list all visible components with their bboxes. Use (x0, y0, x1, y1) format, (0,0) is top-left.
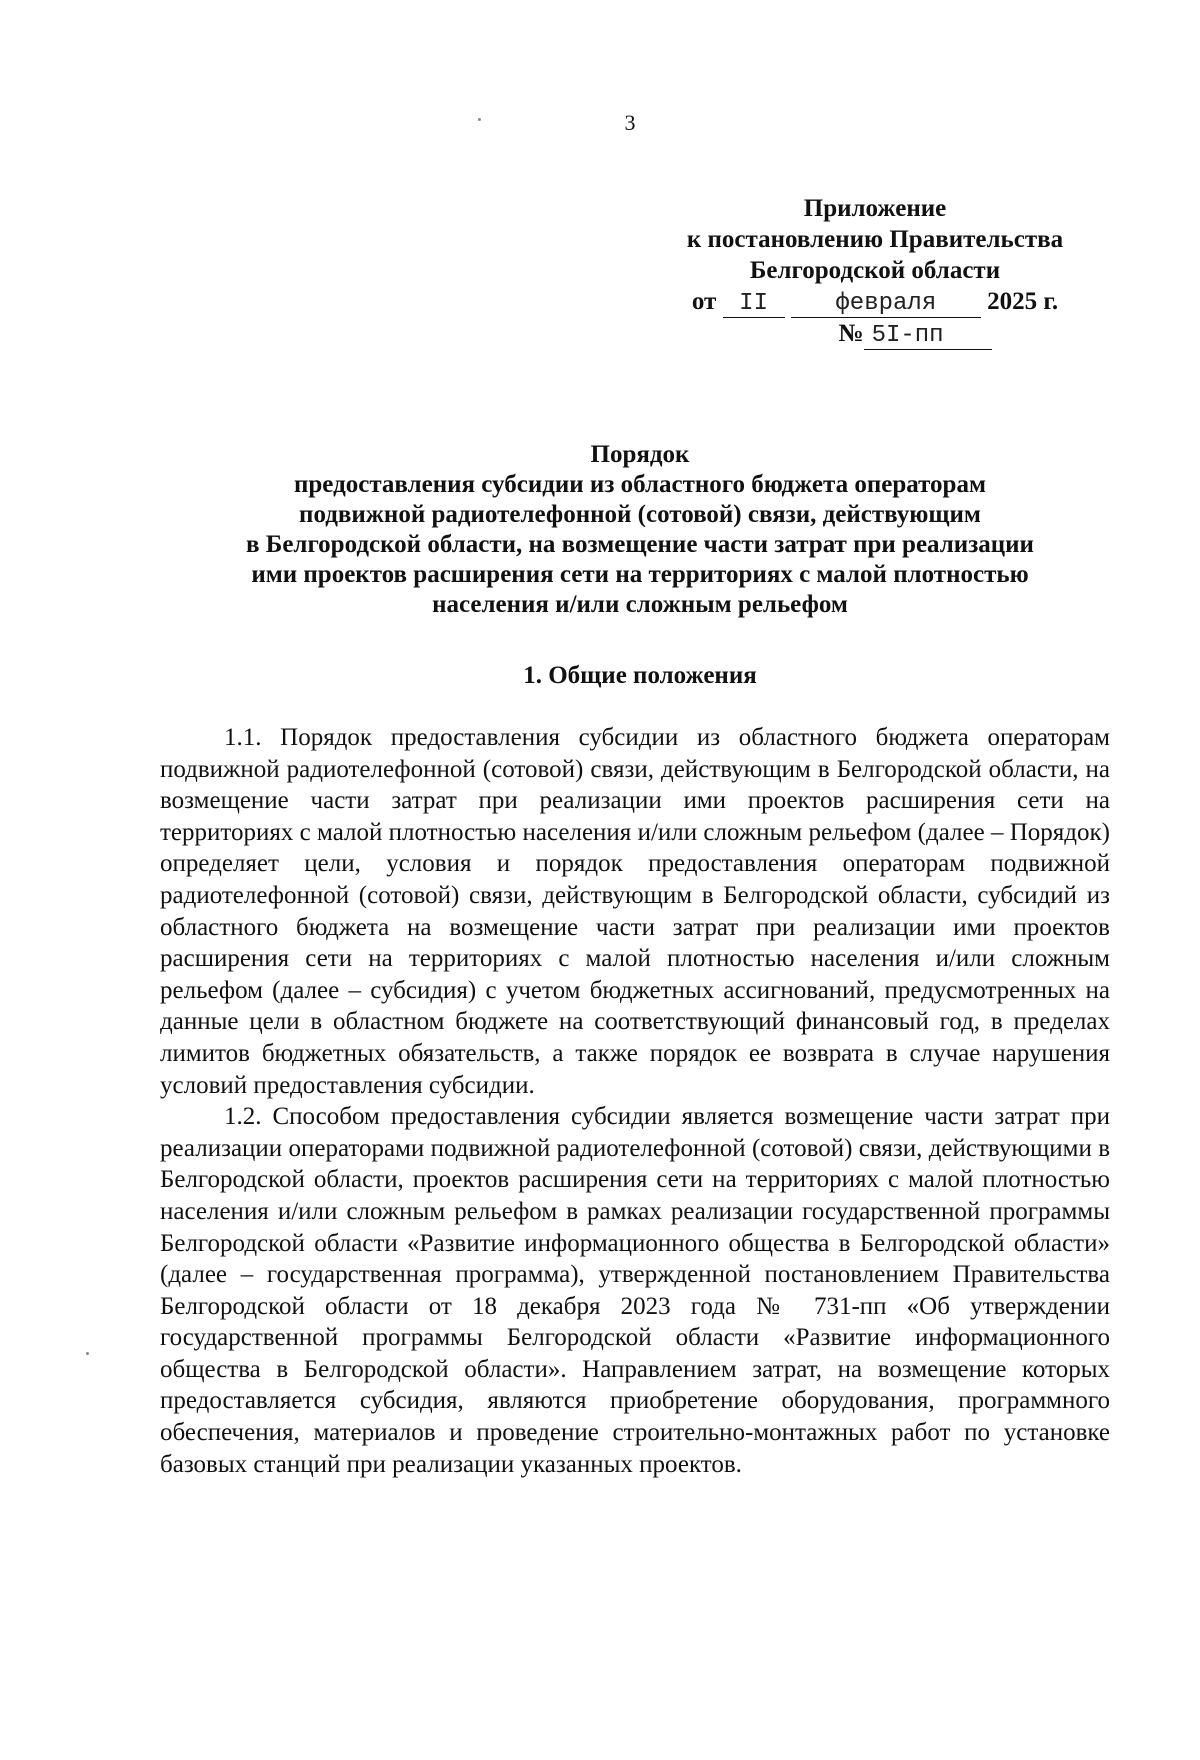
appendix-resolution-line: к постановлению Правительства (686, 226, 1064, 253)
date-day-field: II (723, 291, 785, 318)
appendix-number-line (640, 318, 1110, 350)
paragraph-1-1: 1.1. Порядок предоставления субсидии из областного бюджета операторам подвижной радиотелефонной (сотовой) связи, действующим в Белгородской области, на возмещение части затрат при реализации ими проектов расширения сети на территориях с малой плотностью населения и/или сложным рельефом (далее – Порядок) определяет цели, условия и порядок предоставления операторам подвижной радиотелефонной (сотовой) связи, действующим в Белгородской области, субсидий из областного бюджета на возмещение части затрат при реализации ими проектов расширения сети на территориях с малой плотностью населения и/или сложным рельефом (далее – субсидия) с учетом бюджетных ассигнований, предусмотренных на данные цели в областном бюджете на соответствующий финансовый год, в пределах лимитов бюджетных обязательств, а также порядок ее возврата в случае нарушения условий предоставления субсидии. (160, 724, 1110, 1099)
paragraph-1-2: 1.2. Способом предоставления субсидии является возмещение части затрат при реализации операторами подвижной радиотелефонной (сотовой) связи, действующими в Белгородской области, проектов расширения сети на территориях с малой плотностью населения и/или сложным рельефом в рамках реализации государственной программы Белгородской области «Развитие информационного общества в Белгородской области» (далее – государственная программа), утвержденной постановлением Правительства Белгородской области от 18 декабря 2023 года № 731-пп «Об утверждении государственной программы Белгородской области «Развитие информационного общества в Белгородской области». Направлением затрат, на возмещение которых предоставляется субсидия, являются приобретение оборудования, программного обеспечения, материалов и проведение строительно-монтажных работ по установке базовых станций при реализации указанных проектов. (160, 1103, 1110, 1478)
title-line: ими проектов расширения сети на территориях с малой плотностью (251, 561, 1029, 588)
title-heading: Порядок (590, 441, 690, 468)
title-line: подвижной радиотелефонной (сотовой) связи, действующим (299, 501, 981, 528)
document-body (160, 722, 1110, 1480)
title-line: населения и/или сложным рельефом (432, 591, 848, 618)
section-heading: 1. Общие положения (523, 662, 757, 689)
number-field: 5I-пп (864, 323, 992, 350)
page-number: 3 (624, 110, 636, 135)
appendix-title: Приложение (803, 195, 947, 222)
scan-speck (478, 118, 481, 121)
number-prefix: № (838, 320, 864, 347)
date-month-field: февраля (791, 291, 981, 318)
title-line: предоставления субсидии из областного бюджета операторам (294, 471, 986, 498)
appendix-block (640, 193, 1110, 350)
date-prefix: от (691, 288, 717, 315)
title-line: в Белгородской области, на возмещение части затрат при реализации (246, 531, 1034, 558)
scan-speck (86, 1352, 89, 1355)
document-title (150, 440, 1130, 620)
date-year: 2025 г. (987, 288, 1059, 315)
appendix-date-line (640, 286, 1110, 318)
appendix-region-line: Белгородской области (749, 257, 1001, 284)
